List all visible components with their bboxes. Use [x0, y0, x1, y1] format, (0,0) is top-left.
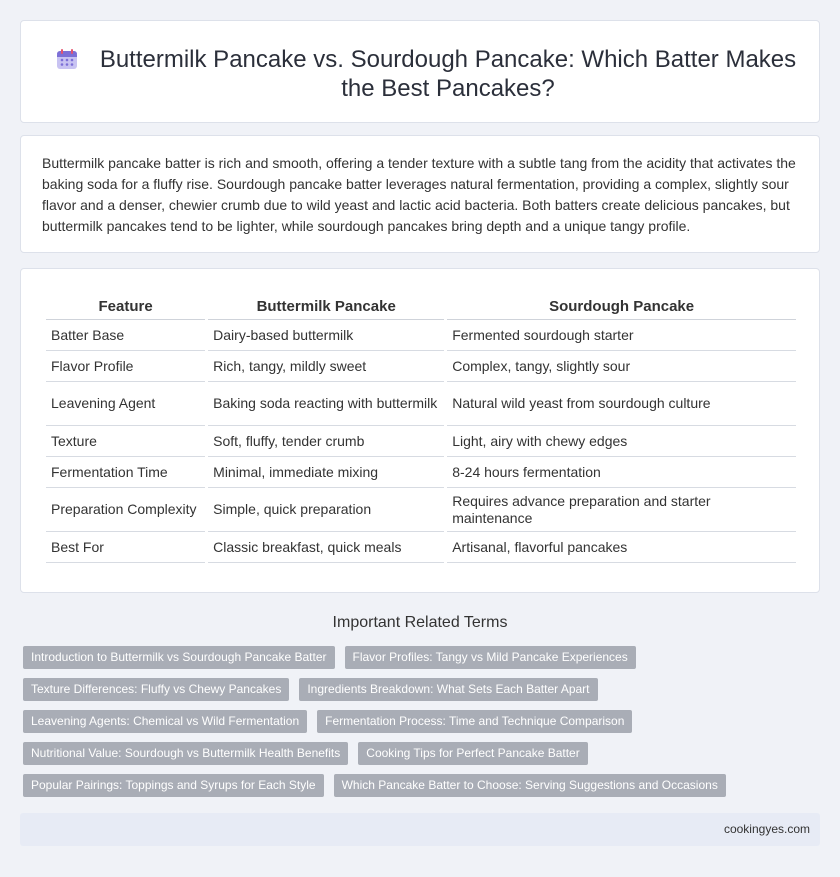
comparison-card	[20, 268, 820, 593]
tag-row	[23, 646, 823, 669]
related-terms-list	[23, 646, 823, 806]
table-row	[46, 320, 796, 351]
table-row	[46, 488, 796, 532]
table-cell: Soft, fluffy, tender crumb	[208, 426, 444, 457]
table-cell: Leavening Agent	[46, 382, 205, 426]
calendar-icon	[55, 47, 79, 71]
table-cell: Rich, tangy, mildly sweet	[208, 351, 444, 382]
header-buttermilk: Buttermilk Pancake	[208, 293, 444, 320]
table-cell: Classic breakfast, quick meals	[208, 532, 444, 563]
table-cell: Preparation Complexity	[46, 488, 205, 532]
comparison-table	[43, 293, 799, 563]
table-header-row	[46, 293, 796, 320]
footer-site[interactable]: cookingyes.com	[723, 822, 810, 836]
related-tag[interactable]: Fermentation Process: Time and Technique Comparison	[317, 710, 632, 733]
table-cell: Fermentation Time	[46, 457, 205, 488]
table-cell: Minimal, immediate mixing	[208, 457, 444, 488]
table-cell: Batter Base	[46, 320, 205, 351]
tag-row	[23, 710, 823, 733]
related-tag[interactable]: Introduction to Buttermilk vs Sourdough Pancake Batter	[23, 646, 335, 669]
related-tag[interactable]: Leavening Agents: Chemical vs Wild Fermentation	[23, 710, 307, 733]
table-row	[46, 426, 796, 457]
table-row	[46, 351, 796, 382]
table-cell: Light, airy with chewy edges	[447, 426, 796, 457]
intro-card	[20, 135, 820, 253]
footer	[20, 813, 820, 846]
table-cell: Dairy-based buttermilk	[208, 320, 444, 351]
table-cell: Requires advance preparation and starter maintenance	[447, 488, 796, 532]
table-cell: Fermented sourdough starter	[447, 320, 796, 351]
tag-row	[23, 774, 823, 797]
related-tag[interactable]: Nutritional Value: Sourdough vs Buttermilk Health Benefits	[23, 742, 348, 765]
table-row	[46, 382, 796, 426]
header-sourdough: Sourdough Pancake	[447, 293, 796, 320]
table-cell: Flavor Profile	[46, 351, 205, 382]
table-row	[46, 457, 796, 488]
table-cell: 8-24 hours fermentation	[447, 457, 796, 488]
tag-row	[23, 742, 823, 765]
intro-paragraph: Buttermilk pancake batter is rich and smooth, offering a tender texture with a subtle tang from the acidity that activates the baking soda for a fluffy rise. Sourdough pancake batter leverages natural fermentation, providing a complex, slightly sour flavor and a denser, chewier crumb due to wild yeast and lactic acid bacteria. Both batters create delicious pancakes, but buttermilk pancakes tend to be lighter, while sourdough pancakes bring depth and a unique tangy profile.	[42, 155, 796, 234]
related-tag[interactable]: Popular Pairings: Toppings and Syrups for Each Style	[23, 774, 324, 797]
related-tag[interactable]: Ingredients Breakdown: What Sets Each Batter Apart	[299, 678, 597, 701]
table-cell: Natural wild yeast from sourdough culture	[447, 382, 796, 426]
header-feature: Feature	[46, 293, 205, 320]
page-title: Buttermilk Pancake vs. Sourdough Pancake: Which Batter Makes the Best Pancakes?	[99, 46, 797, 102]
title-card	[20, 20, 820, 123]
table-cell: Texture	[46, 426, 205, 457]
table-cell: Best For	[46, 532, 205, 563]
related-terms-heading: Important Related Terms	[332, 614, 508, 631]
related-tag[interactable]: Which Pancake Batter to Choose: Serving Suggestions and Occasions	[334, 774, 726, 797]
table-cell: Baking soda reacting with buttermilk	[208, 382, 444, 426]
related-tag[interactable]: Cooking Tips for Perfect Pancake Batter	[358, 742, 587, 765]
table-row	[46, 532, 796, 563]
table-cell: Complex, tangy, slightly sour	[447, 351, 796, 382]
table-cell: Simple, quick preparation	[208, 488, 444, 532]
related-tag[interactable]: Flavor Profiles: Tangy vs Mild Pancake Experiences	[345, 646, 636, 669]
tag-row	[23, 678, 823, 701]
related-tag[interactable]: Texture Differences: Fluffy vs Chewy Pancakes	[23, 678, 289, 701]
table-cell: Artisanal, flavorful pancakes	[447, 532, 796, 563]
